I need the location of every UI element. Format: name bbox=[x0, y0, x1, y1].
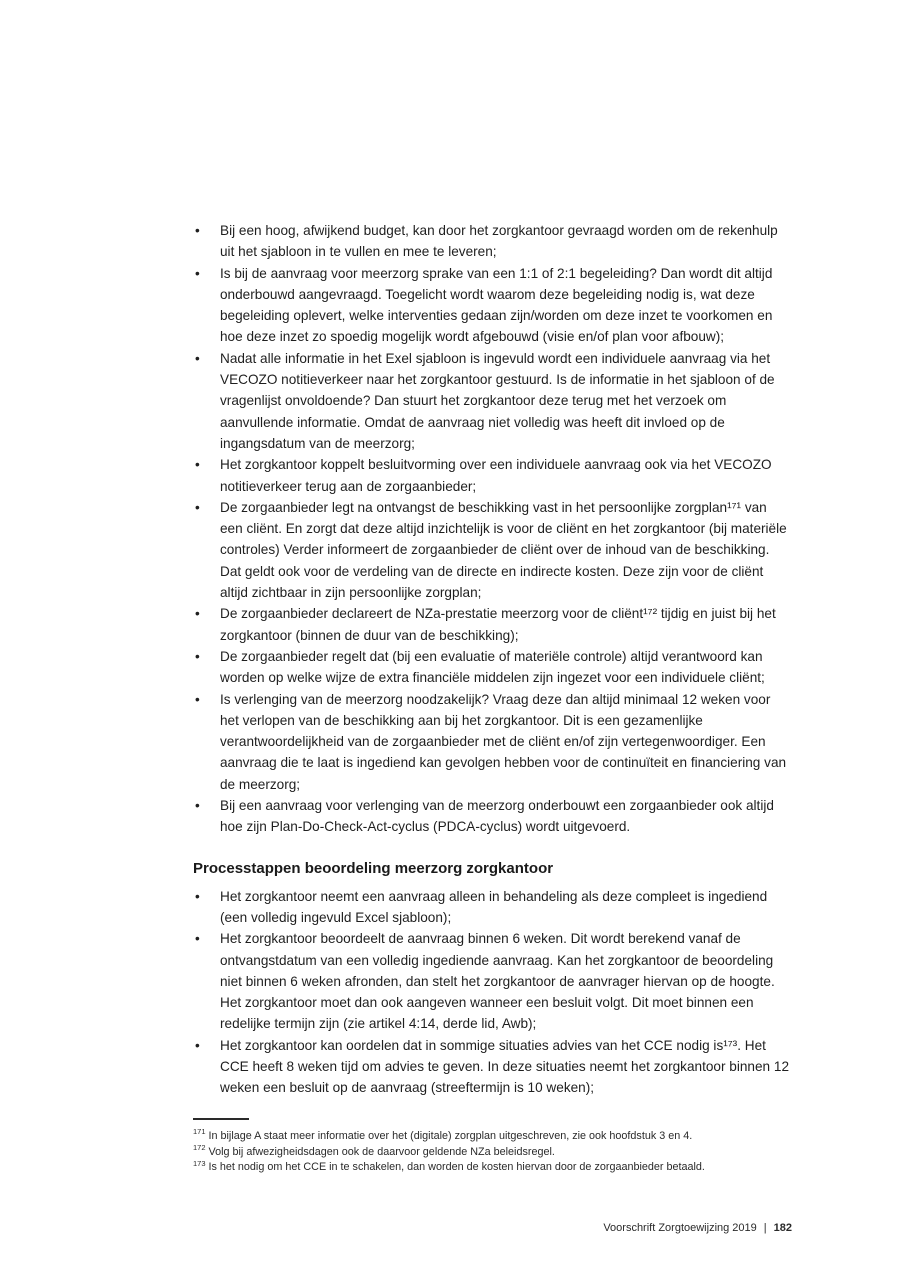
bullet-item: • De zorgaanbieder legt na ontvangst de beschikking vast in het persoonlijke zorgplan¹⁷¹ van een cliënt. En zorgt dat deze altijd inzichtelijk is voor de cliënt en het zorgkantoor (bij materiële controles) Verder informeert de zorgaanbieder de cliënt over de inhoud van de beschikking. Dat geldt ook voor de verdeling van de directe en indirecte kosten. Deze zijn voor de cliënt altijd zichtbaar in zijn persoonlijke zorgplan; bbox=[193, 497, 789, 603]
bullet-item: • De zorgaanbieder regelt dat (bij een evaluatie of materiële controle) altijd verantwoord kan worden op welke wijze de extra financiële middelen zijn ingezet voor een individuele cliënt; bbox=[193, 646, 789, 689]
footnote-item bbox=[193, 1129, 803, 1145]
footnote-text: In bijlage A staat meer informatie over het (digitale) zorgplan uitgeschreven, zie ook hoofdstuk 3 en 4. bbox=[208, 1130, 693, 1142]
bullet-item: • Het zorgkantoor koppelt besluitvorming over een individuele aanvraag ook via het VECOZO notitieverkeer terug aan de zorgaanbieder; bbox=[193, 454, 789, 497]
process-bullet-list bbox=[193, 886, 789, 1099]
bullet-item: • Nadat alle informatie in het Exel sjabloon is ingevuld wordt een individuele aanvraag via het VECOZO notitieverkeer naar het zorgkantoor gestuurd. Is de informatie in het sjabloon of de vragenlijst onvoldoende? Dan stuurt het zorgkantoor deze terug met het verzoek om aanvullende informatie. Omdat de aanvraag niet volledig was heeft dit invloed op de ingangsdatum van de meerzorg; bbox=[193, 348, 789, 454]
bullet-item: • Het zorgkantoor neemt een aanvraag alleen in behandeling als deze compleet is ingediend (een volledig ingevuld Excel sjabloon); bbox=[193, 886, 789, 929]
section-heading: Processtappen beoordeling meerzorg zorgkantoor bbox=[193, 859, 554, 877]
footer-separator: | bbox=[763, 1222, 767, 1234]
bullet-item: • Bij een aanvraag voor verlenging van de meerzorg onderbouwt een zorgaanbieder ook altijd hoe zijn Plan-Do-Check-Act-cyclus (PDCA-cyclus) wordt uitgevoerd. bbox=[193, 795, 789, 838]
bullet-item: • De zorgaanbieder declareert de NZa-prestatie meerzorg voor de cliënt¹⁷² tijdig en juist bij het zorgkantoor (binnen de duur van de beschikking); bbox=[193, 603, 789, 646]
bullet-item: • Is verlenging van de meerzorg noodzakelijk? Vraag deze dan altijd minimaal 12 weken voor het verlopen van de beschikking aan bij het zorgkantoor. Dit is een gezamenlijke verantwoordelijkheid van de zorgaanbieder met de cliënt en/of zijn vertegenwoordiger. Een aanvraag die te laat is ingediend kan gevolgen hebben voor de continuïteit en financiering van de meerzorg; bbox=[193, 689, 789, 795]
footnote-marker: 173 bbox=[193, 1158, 206, 1168]
bullet-item: • Het zorgkantoor kan oordelen dat in sommige situaties advies van het CCE nodig is¹⁷³. Het CCE heeft 8 weken tijd om advies te geven. In deze situaties neemt het zorgkantoor binnen 12 weken een besluit op de aanvraag (streeftermijn is 10 weken); bbox=[193, 1035, 789, 1099]
footnote-separator-rule bbox=[193, 1118, 249, 1120]
bullet-item: • Is bij de aanvraag voor meerzorg sprake van een 1:1 of 2:1 begeleiding? Dan wordt dit altijd onderbouwd aangevraagd. Toegelicht wordt waarom deze begeleiding nodig is, wat deze begeleiding oplevert, welke interventies gedaan zijn/worden om deze inzet te voorkomen en hoe deze inzet zo spoedig mogelijk wordt afgebouwd (visie en/of plan voor afbouw); bbox=[193, 263, 789, 348]
footnote-marker: 172 bbox=[193, 1143, 206, 1152]
footnote-marker: 171 bbox=[193, 1127, 206, 1137]
footer-document-title: Voorschrift Zorgtoewijzing 2019 bbox=[603, 1222, 757, 1234]
footnote-list bbox=[193, 1129, 803, 1176]
footnote-item bbox=[193, 1160, 803, 1176]
footer-page-number: 182 bbox=[773, 1222, 792, 1234]
footnote-text: Is het nodig om het CCE in te schakelen, dan worden de kosten hiervan door de zorgaanbieder betaald. bbox=[208, 1161, 705, 1174]
content-area bbox=[193, 220, 789, 1099]
bullet-item: • Het zorgkantoor beoordeelt de aanvraag binnen 6 weken. Dit wordt berekend vanaf de ontvangstdatum van een volledig ingediende aanvraag. Kan het zorgkantoor de beoordeling niet binnen 6 weken afronden, dan stelt het zorgkantoor de aanvrager hiervan op de hoogte. Het zorgkantoor moet dan ook aangeven wanneer een besluit volgt. Dit moet binnen een redelijke termijn zijn (zie artikel 4:14, derde lid, Awb); bbox=[193, 928, 789, 1034]
intro-bullet-list bbox=[193, 220, 789, 838]
footnotes-section bbox=[193, 1118, 803, 1176]
page-footer bbox=[603, 1222, 792, 1234]
footnote-text: Volg bij afwezigheidsdagen ook de daarvoor geldende NZa beleidsregel. bbox=[208, 1145, 555, 1158]
bullet-item: • Bij een hoog, afwijkend budget, kan door het zorgkantoor gevraagd worden om de rekenhulp uit het sjabloon in te vullen en mee te leveren; bbox=[193, 220, 789, 263]
footnote-item bbox=[193, 1145, 803, 1161]
